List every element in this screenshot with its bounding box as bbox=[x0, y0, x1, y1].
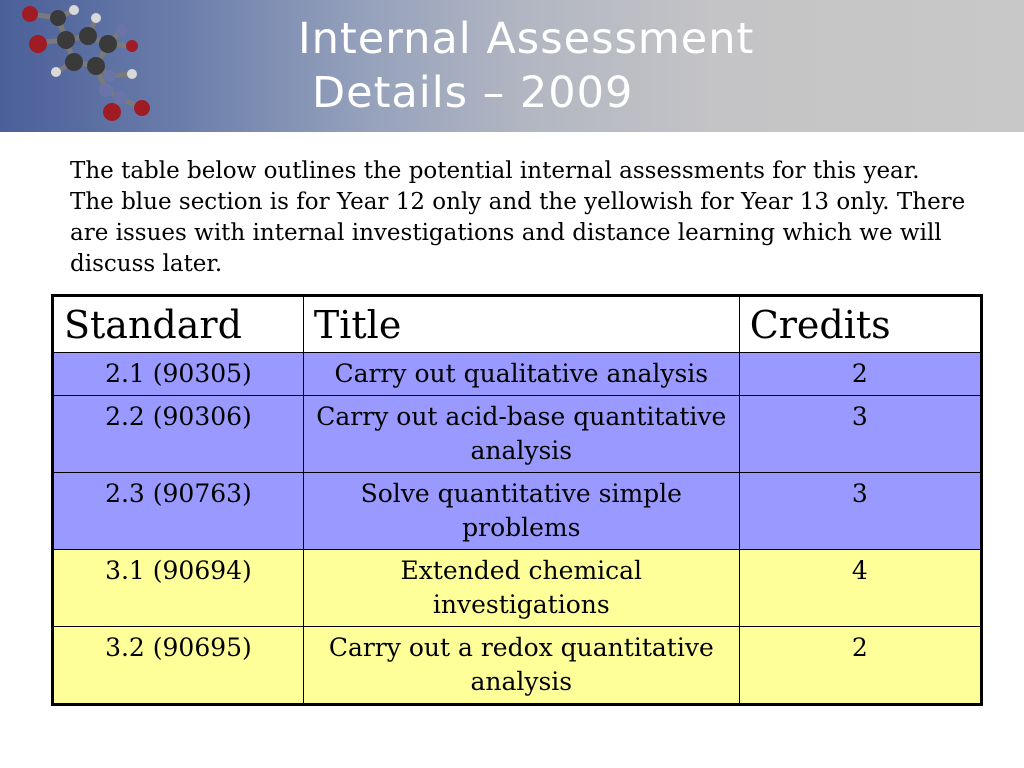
cell-title: Carry out acid-base quantitative analysis bbox=[303, 396, 739, 473]
cell-title: Carry out qualitative analysis bbox=[303, 353, 739, 396]
cell-standard: 2.3 (90763) bbox=[53, 473, 304, 550]
table-row bbox=[53, 396, 982, 473]
cell-credits: 4 bbox=[739, 550, 981, 627]
assessment-table bbox=[51, 294, 983, 706]
header-credits: Credits bbox=[739, 296, 981, 353]
intro-paragraph: The table below outlines the potential internal assessments for this year. The blue section is for Year 12 only and the yellowish for Year 13 only. There are issues with internal investigations and distance learning which we will discuss later. bbox=[70, 158, 966, 277]
page-title-line-1: Internal Assessment bbox=[298, 14, 755, 64]
cell-standard: 2.2 (90306) bbox=[53, 396, 304, 473]
cell-credits: 2 bbox=[739, 353, 981, 396]
molecule-icon bbox=[0, 0, 170, 132]
cell-title: Extended chemical investigations bbox=[303, 550, 739, 627]
header-title: Title bbox=[303, 296, 739, 353]
header-standard: Standard bbox=[53, 296, 304, 353]
cell-title: Carry out a redox quantitative analysis bbox=[303, 627, 739, 705]
table-row bbox=[53, 473, 982, 550]
table-row bbox=[53, 353, 982, 396]
cell-standard: 3.1 (90694) bbox=[53, 550, 304, 627]
cell-standard: 2.1 (90305) bbox=[53, 353, 304, 396]
title-banner bbox=[0, 0, 1024, 132]
page-title-line-2: Details – 2009 bbox=[312, 68, 634, 118]
cell-credits: 3 bbox=[739, 396, 981, 473]
cell-credits: 3 bbox=[739, 473, 981, 550]
cell-title: Solve quantitative simple problems bbox=[303, 473, 739, 550]
table-row bbox=[53, 550, 982, 627]
cell-standard: 3.2 (90695) bbox=[53, 627, 304, 705]
table-header-row bbox=[53, 296, 982, 353]
table-row bbox=[53, 627, 982, 705]
cell-credits: 2 bbox=[739, 627, 981, 705]
